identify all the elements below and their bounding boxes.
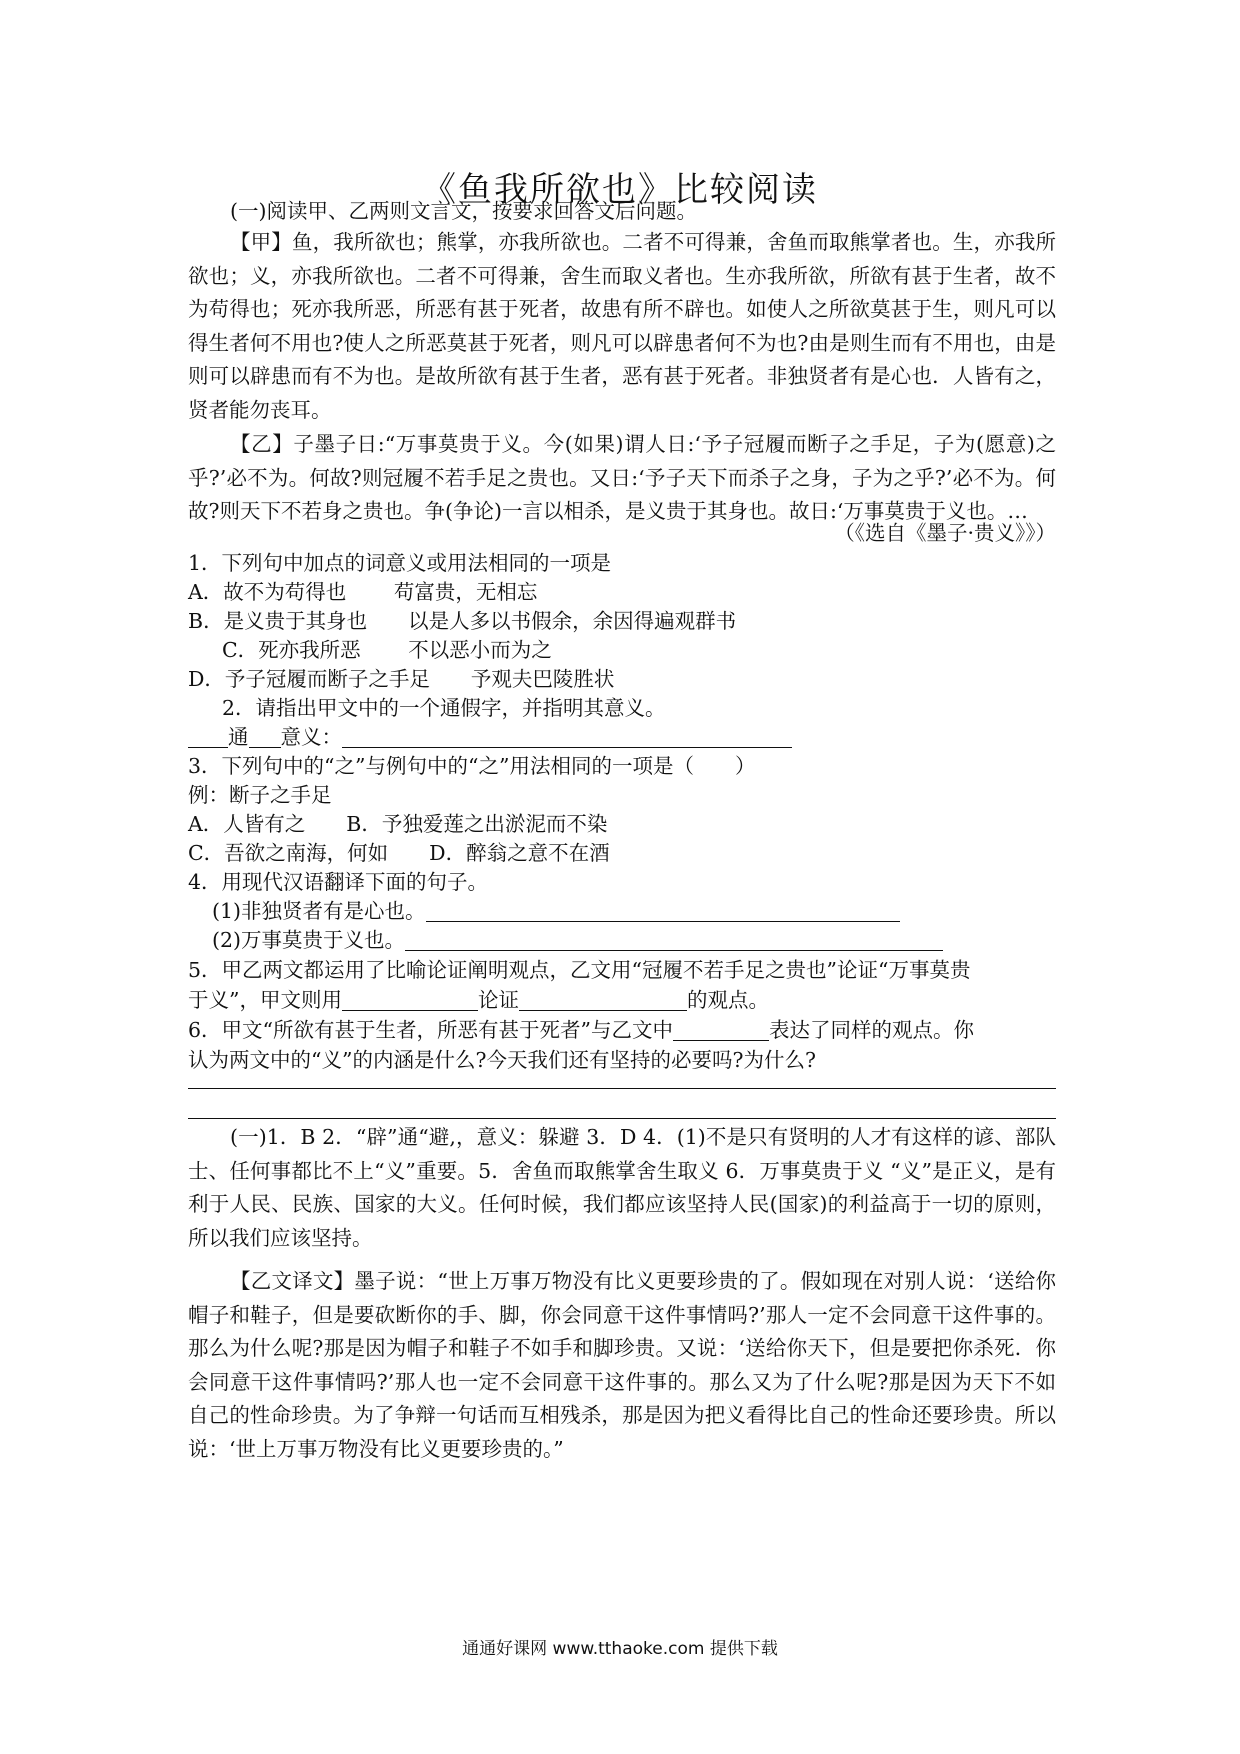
footer-credit: 通通好课网 www.tthaoke.com 提供下载 — [462, 1639, 778, 1659]
passage-source: （《选自《墨子·贵义》》） — [834, 521, 1056, 545]
page-title: 《鱼我所欲也》比较阅读 — [422, 170, 818, 210]
q6-post: 表达了同样的观点。你 — [769, 1018, 975, 1042]
q4-blank-1[interactable] — [426, 899, 900, 922]
q5-mid: 论证 — [477, 988, 519, 1012]
q2-answer-line — [188, 721, 792, 753]
q4-sentence-2-line — [212, 924, 943, 956]
q5-pre: 于义”，甲文则用 — [188, 988, 342, 1012]
q2-meaning-label: 意义： — [280, 725, 342, 749]
intro-text: (一)阅读甲、乙两则文言文，按要求回答文后问题。 — [230, 199, 697, 223]
q1-option-d: D．予子冠履而断子之手足 予观夫巴陵胜状 — [188, 667, 615, 691]
passage-a: 【甲】鱼，我所欲也；熊掌，亦我所欲也。二者不可得兼，舍鱼而取熊掌者也。生，亦我所欲也；义，亦我所欲也。二者不可得兼，舍生而取义者也。生亦我所欲，所欲有甚于生者，故不为苟得也；死亦我所恶，所恶有甚于死者，故患有所不辟也。如使人之所欲莫甚于生，则凡可以得生者何不用也?使人之所恶莫甚于死者，则凡可以辟患者何不为也?由是则生而有不用也，由是则可以辟患而有不为也。是故所欲有甚于生者，恶有甚于死者。非独贤者有是心也．人皆有之，贤者能勿丧耳。 — [188, 230, 1056, 422]
answer-line-1[interactable] — [188, 1088, 1056, 1089]
q2-tong-label: 通 — [228, 725, 249, 749]
q4-stem: 4．用现代汉语翻译下面的句子。 — [188, 870, 489, 894]
q3-options-cd: C．吾欲之南海，何如 D．醉翁之意不在酒 — [188, 841, 610, 865]
answer-key: (一)1．B 2．“辟”通“避,，意义：躲避 3．D 4．(1)不是只有贤明的人才有这样的谚、部队士、任何事都比不上“义”重要。5．舍鱼而取熊掌舍生取义 6．万事莫贵于义 “义”是正义，是有利于人民、民族、国家的大义。任何时候，我们都应该坚持人民(国家)的利益高于一切的原则，所以我们应该坚持。 — [188, 1125, 1056, 1250]
answer-line-2[interactable] — [188, 1118, 1056, 1119]
q6-pre: 6．甲文“所欲有甚于生者，所恶有甚于死者”与乙文中 — [188, 1018, 674, 1042]
translation-b: 【乙文译文】墨子说：“世上万事万物没有比义更要珍贵的了。假如现在对别人说：‘送给你帽子和鞋子，但是要砍断你的手、脚，你会同意干这件事情吗?’那人一定不会同意干这件事的。那么为什么呢?那是因为帽子和鞋子不如手和脚珍贵。又说：‘送给你天下，但是要把你杀死．你会同意干这件事情吗?’那人也一定不会同意干这件事的。那么又为了什么呢?那是因为天下不如自己的性命珍贵。为了争辩一句话而互相残杀，那是因为把义看得比自己的性命还要珍贵。所以说：‘世上万事万物没有比义更要珍贵的。” — [188, 1269, 1056, 1461]
q2-blank-char-2[interactable] — [249, 725, 281, 748]
q5-blank-1[interactable] — [342, 988, 478, 1011]
passage-b: 【乙】子墨子日:“万事莫贵于义。今(如果)谓人日:‘予子冠履而断子之手足，子为(愿意)之乎?’必不为。何故?则冠履不若手足之贵也。又日:‘予子天下而杀子之身，子为之乎?’必不为。何故?则天下不若身之贵也。争(争论)一言以相杀，是义贵于其身也。故日:‘万事莫贵于义也。… — [188, 432, 1056, 523]
q2-stem: 2．请指出甲文中的一个通假字，并指明其意义。 — [222, 696, 666, 720]
q2-blank-meaning[interactable] — [342, 725, 792, 748]
q3-options-ab: A．人皆有之 B．予独爱莲之出淤泥而不染 — [188, 812, 608, 836]
q4-sentence-1-line — [212, 895, 900, 927]
q5-line-2 — [188, 984, 769, 1016]
q1-option-a: A．故不为苟得也 苟富贵，无相忘 — [188, 580, 538, 604]
q2-blank-char[interactable] — [188, 725, 228, 748]
q3-stem: 3．下列句中的“之”与例句中的“之”用法相同的一项是（ ） — [188, 754, 756, 778]
q4-sentence-2: (2)万事莫贵于义也。 — [212, 928, 406, 952]
q4-blank-2[interactable] — [405, 928, 943, 951]
q1-stem: 1．下列句中加点的词意义或用法相同的一项是 — [188, 551, 612, 575]
q6-line-1 — [188, 1014, 974, 1046]
q1-option-b: B．是义贵于其身也 以是人多以书假余，余因得遍观群书 — [188, 609, 737, 633]
q3-example: 例：断子之手足 — [188, 783, 332, 807]
q5-blank-2[interactable] — [519, 988, 687, 1011]
q6-blank[interactable] — [673, 1018, 769, 1041]
q1-option-c: C．死亦我所恶 不以恶小而为之 — [222, 638, 552, 662]
q5-line-1: 5．甲乙两文都运用了比喻论证阐明观点，乙文用“冠履不若手足之贵也”论证“万事莫贵 — [188, 958, 971, 982]
q5-post: 的观点。 — [686, 988, 769, 1012]
q6-line-2: 认为两文中的“义”的内涵是什么?今天我们还有坚持的必要吗?为什么? — [188, 1048, 816, 1072]
q4-sentence-1: (1)非独贤者有是心也。 — [212, 899, 426, 923]
